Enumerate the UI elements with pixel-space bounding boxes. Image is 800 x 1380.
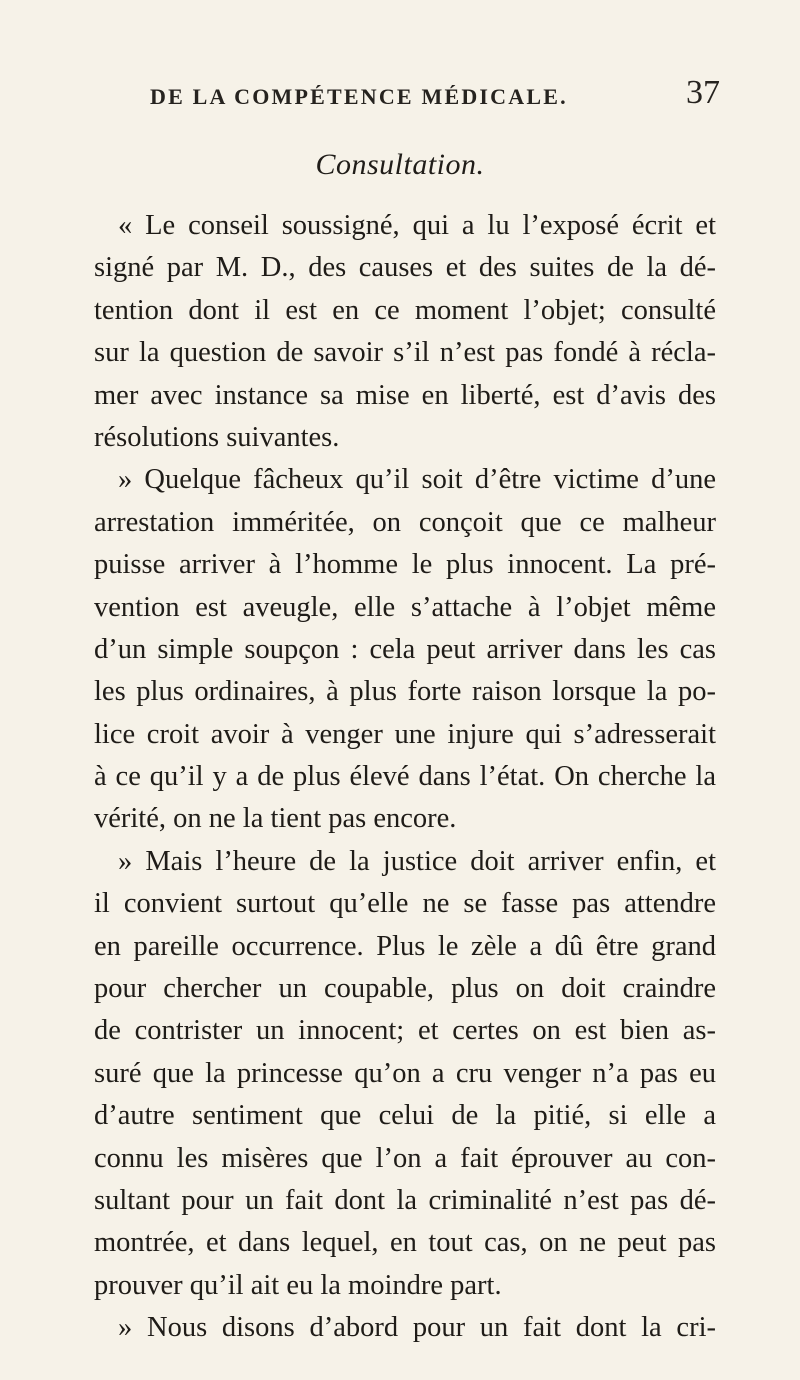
text-line: sultant pour un fait dont la criminalité n’est pas dé- <box>94 1184 716 1216</box>
text-line: d’autre sentiment que celui de la pitié, si elle a <box>94 1100 716 1132</box>
text-line: vérité, on ne la tient pas encore. <box>94 803 457 835</box>
text-line: signé par M. D., des causes et des suites de la dé- <box>94 252 716 284</box>
section-title: Consultation. <box>315 148 485 181</box>
text-line: mer avec instance sa mise en liberté, est d’avis des <box>94 379 716 411</box>
text-line: sur la question de savoir s’il n’est pas fondé à récla- <box>94 337 716 369</box>
running-head: DE LA COMPÉTENCE MÉDICALE. <box>150 84 568 109</box>
text-line: prouver qu’il ait eu la moindre part. <box>94 1269 502 1301</box>
text-line: suré que la princesse qu’on a cru venger n’a pas eu <box>94 1057 716 1089</box>
text-line: en pareille occurrence. Plus le zèle a dû être grand <box>94 930 716 962</box>
text-line: tention dont il est en ce moment l’objet; consulté <box>94 294 716 326</box>
text-line: lice croit avoir à venger une injure qui s’adresserait <box>94 718 716 750</box>
text-line: « Le conseil soussigné, qui a lu l’exposé écrit et <box>118 210 716 241</box>
text-line: de contrister un innocent; et certes on est bien as- <box>94 1015 716 1047</box>
text-line: à ce qu’il y a de plus élevé dans l’état. On cherche la <box>94 761 716 793</box>
text-line: » Mais l’heure de la justice doit arriver enfin, et <box>118 845 716 877</box>
text-line: montrée, et dans lequel, en tout cas, on ne peut pas <box>94 1227 716 1259</box>
text-line: pour chercher un coupable, plus on doit craindre <box>94 973 716 1005</box>
text-line: connu les misères que l’on a fait éprouver au con- <box>94 1142 716 1174</box>
text-line: » Quelque fâcheux qu’il soit d’être victime d’une <box>118 464 716 496</box>
text-line: » Nous disons d’abord pour un fait dont la cri- <box>118 1312 716 1344</box>
text-line: résolutions suivantes. <box>94 421 340 453</box>
text-line: vention est aveugle, elle s’attache à l’objet même <box>94 591 716 623</box>
text-line: les plus ordinaires, à plus forte raison lorsque la po- <box>94 676 716 708</box>
text-line: arrestation imméritée, on conçoit que ce malheur <box>94 506 716 538</box>
body-text <box>94 205 716 1350</box>
text-line: d’un simple soupçon : cela peut arriver dans les cas <box>94 633 716 665</box>
text-line: puisse arriver à l’homme le plus innocent. La pré- <box>94 549 716 581</box>
page-header <box>150 74 720 118</box>
page-number: 37 <box>686 74 720 111</box>
text-line: il convient surtout qu’elle ne se fasse pas attendre <box>94 888 716 920</box>
